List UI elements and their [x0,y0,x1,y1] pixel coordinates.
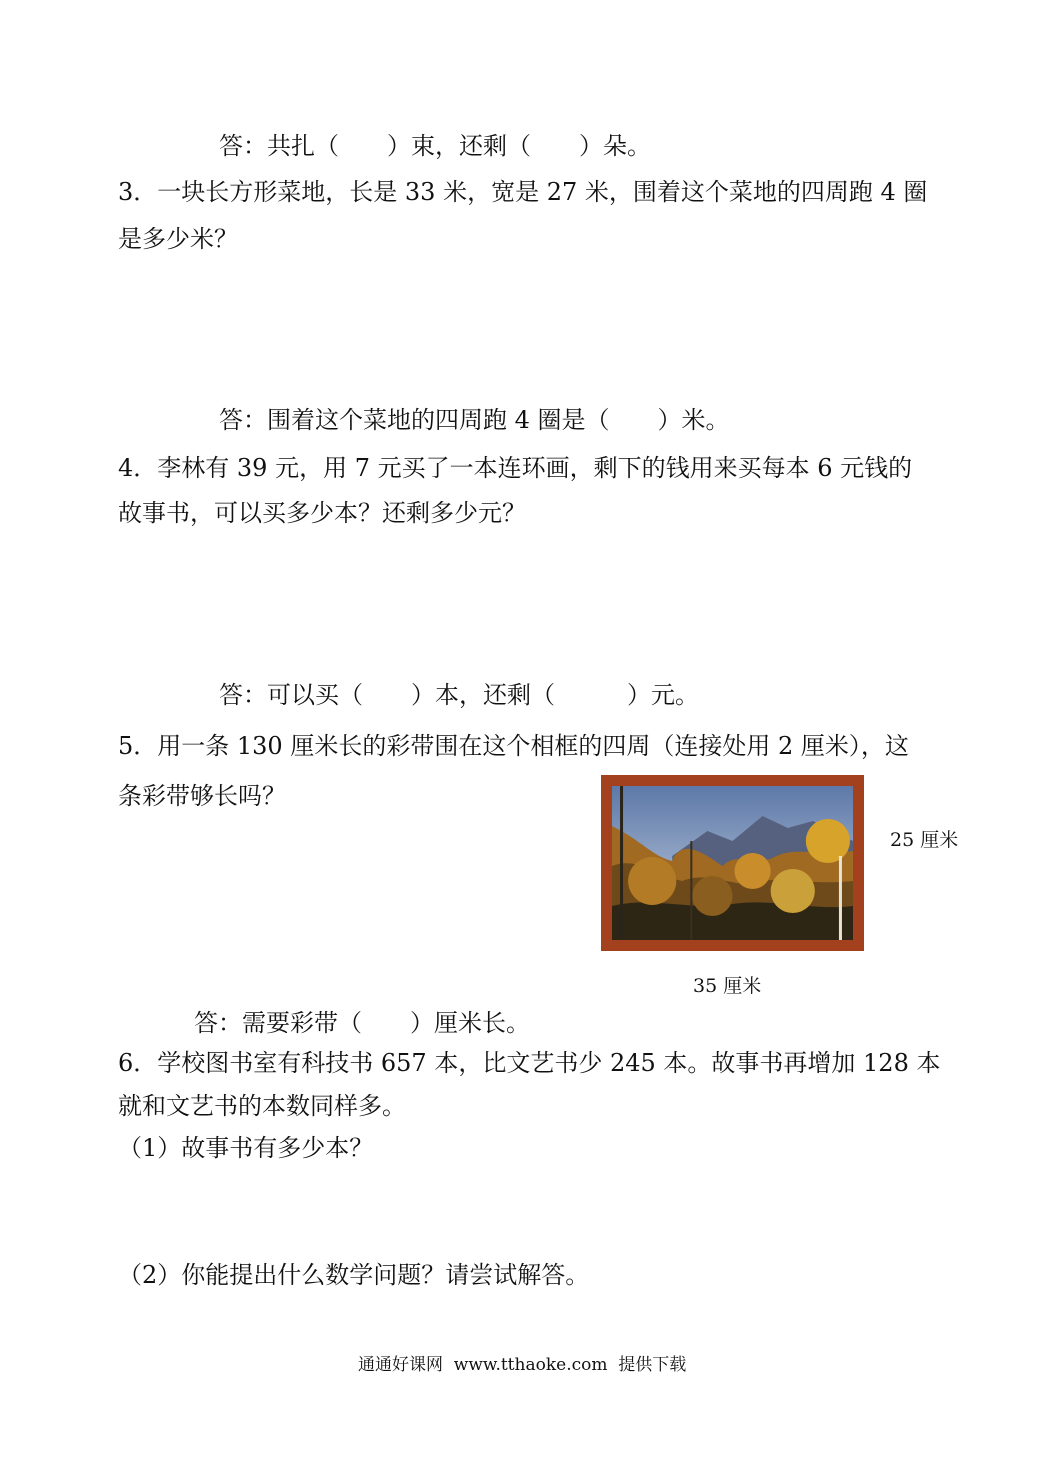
q4-text-line1: 4．李林有 39 元，用 7 元买了一本连环画，剩下的钱用来买每本 6 元钱的 [118,454,913,482]
q5-text-line2: 条彩带够长吗？ [118,782,286,810]
autumn-landscape-photo [601,775,864,951]
q6-sub-question-2: （2）你能提出什么数学问题？请尝试解答。 [118,1261,590,1289]
q5-answer: 答：需要彩带（ ）厘米长。 [194,1009,530,1037]
q6-text-line2: 就和文艺书的本数同样多。 [118,1092,406,1120]
q2-answer: 答：共扎（ ）束，还剩（ ）朵。 [219,132,651,160]
photo-image-icon [612,786,853,940]
q3-text-line2: 是多少米？ [118,225,238,253]
q3-text-line1: 3．一块长方形菜地，长是 33 米，宽是 27 米，围着这个菜地的四周跑 4 圈 [118,178,928,206]
q6-text-line1: 6．学校图书室有科技书 657 本，比文艺书少 245 本。故事书再增加 128 本 [118,1049,941,1077]
page-footer: 通通好课网 www.tthaoke.com 提供下载 [358,1355,687,1375]
photo-height-label: 25 厘米 [890,829,959,851]
q5-text-line1: 5．用一条 130 厘米长的彩带围在这个相框的四周（连接处用 2 厘米），这 [118,732,909,760]
q6-sub-question-1: （1）故事书有多少本？ [118,1134,374,1162]
q3-answer: 答：围着这个菜地的四周跑 4 圈是（ ）米。 [219,406,730,434]
photo-width-label: 35 厘米 [693,975,762,997]
q4-text-line2: 故事书，可以买多少本？还剩多少元？ [118,499,526,527]
q4-answer: 答：可以买（ ）本，还剩（ ）元。 [219,681,699,709]
